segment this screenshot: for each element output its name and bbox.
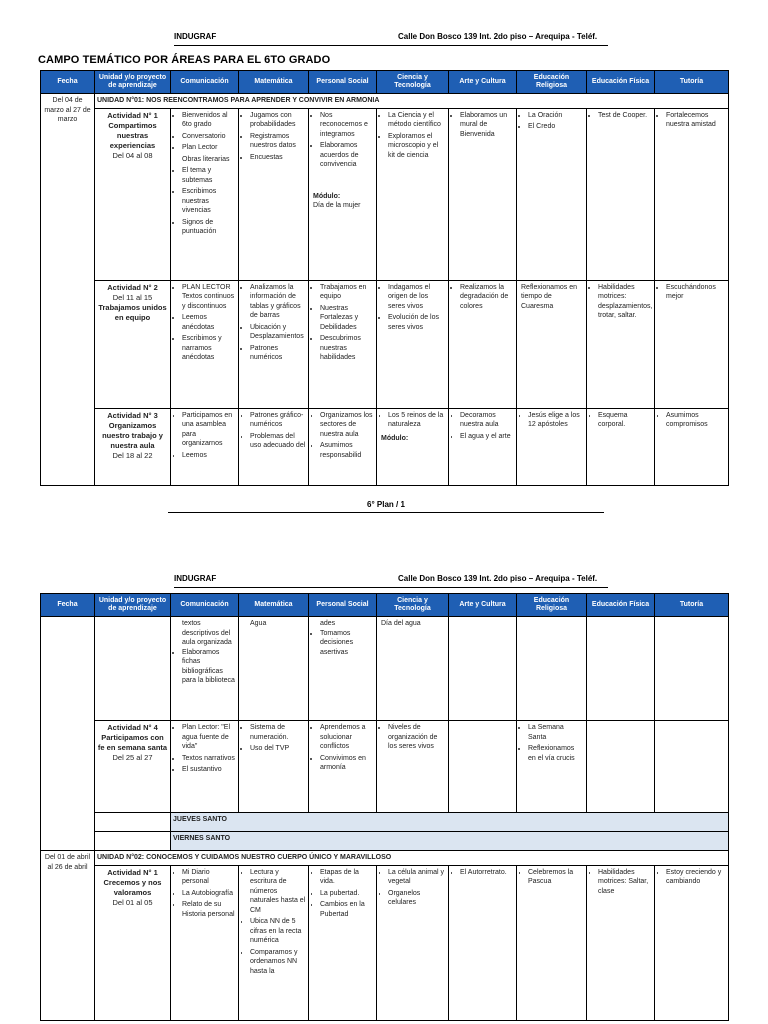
cell-arte [449, 280, 517, 408]
activity-row [41, 865, 729, 1020]
unit-date: Del 04 de marzo al 27 de marzo [41, 94, 95, 486]
unit-date: Del 01 de abril al 26 de abril [41, 851, 95, 1021]
list-item: • Escribimos y narramos anécdotas [182, 334, 236, 363]
cell-comunicacion [171, 280, 239, 408]
unit-row [41, 94, 729, 109]
cell-ed-fisica [587, 617, 655, 721]
col-comunicacion: Comunicación [171, 594, 239, 617]
list-item: • El tema y subtemas [182, 166, 236, 185]
list-item: • Evolución de los seres vivos [388, 313, 446, 332]
cell-ciencia [377, 408, 449, 485]
cell-tutoria [655, 721, 729, 813]
list-item: • Organelos celulares [388, 889, 446, 908]
list-item: • Los 5 reinos de la naturaleza [388, 411, 446, 430]
modulo-label: Módulo: [381, 434, 409, 442]
cell-comunicacion [171, 108, 239, 280]
company-name: INDUGRAF [174, 574, 217, 583]
cell-arte [449, 108, 517, 280]
holiday-row [41, 813, 729, 832]
list-item: • El sustantivo [182, 765, 236, 775]
activity-cell [95, 408, 171, 485]
col-tutoria: Tutoría [655, 594, 729, 617]
list-item: Obras literarias [182, 155, 230, 163]
activity-date: Del 11 al 15 [112, 292, 153, 302]
col-matematica: Matemática [239, 71, 309, 94]
col-arte: Arte y Cultura [449, 594, 517, 617]
cell-ed-fisica [587, 108, 655, 280]
list-item: • El Autorretrato. [460, 868, 514, 878]
list-item: • Uso del TVP [250, 744, 306, 754]
list-item: • El agua y el arte [460, 432, 514, 442]
list-item: • Convivimos en armonía [320, 754, 374, 773]
list-item: • Trabajamos en equipo [320, 283, 374, 302]
col-ed-fisica: Educación Física [587, 71, 655, 94]
cell-personal-social [309, 865, 377, 1020]
activity-date: Del 18 al 22 [112, 450, 153, 460]
list-item: • Jugamos con probabilidades [250, 111, 306, 130]
list-item: • Test de Cooper. [598, 111, 652, 121]
list-item: • Plan Lector [182, 143, 236, 153]
list-item: • Ubicación y Desplazamientos [250, 323, 306, 342]
cell-arte [449, 617, 517, 721]
modulo-label: Módulo: [313, 192, 341, 200]
col-religion: Educación Religiosa [517, 71, 587, 94]
company-address: Calle Don Bosco 139 Int. 2do piso – Arequipa - Teléf. [398, 574, 598, 583]
cell-arte [449, 721, 517, 813]
list-item: • El Credo [528, 122, 584, 132]
col-ed-fisica: Educación Física [587, 594, 655, 617]
cell-personal-social [309, 408, 377, 485]
col-personal-social: Personal Social [309, 71, 377, 94]
cell-matematica [239, 865, 309, 1020]
cell-religion [517, 280, 587, 408]
list-item: • Registramos nuestros datos [250, 132, 306, 151]
list-item: • Elaboramos acuerdos de convivencia [320, 141, 374, 170]
activity-row [41, 108, 729, 280]
list-item: • Esquema corporal. [598, 411, 652, 430]
list-item: • Jesús elige a los 12 apóstoles [528, 411, 584, 430]
list-item: • Participamos en una asamblea para organizarnos [182, 411, 236, 449]
list-item: • Patrones gráfico-numéricos [250, 411, 306, 430]
list-item: • Reflexionamos en el vía crucis [528, 744, 584, 763]
unit-title: UNIDAD N°01: NOS REENCONTRAMOS PARA APRENDER Y CONVIVIR EN ARMONIA [95, 94, 729, 109]
cell-comunicacion [171, 721, 239, 813]
list-item: • Analizamos la información de tablas y gráficos de barras [250, 283, 306, 321]
header-row [41, 71, 729, 94]
list-item: • Escuchándonos mejor [666, 283, 726, 302]
col-comunicacion: Comunicación [171, 71, 239, 94]
list-item: • Aprendemos a solucionar conflictos [320, 723, 374, 752]
page-footer [168, 500, 604, 509]
list-item: • Fortalecemos nuestra amistad [666, 111, 726, 130]
list-item: • La Semana Santa [528, 723, 584, 742]
plan-table-page-1 [40, 70, 729, 486]
list-item: • La célula animal y vegetal [388, 868, 446, 887]
list-item: • Patrones numéricos [250, 344, 306, 363]
cell-personal-social [309, 280, 377, 408]
col-ciencia: Ciencia y Tecnología [377, 594, 449, 617]
list-item: • Plan Lector: "El agua fuente de vida" [182, 723, 236, 752]
activity-name: Actividad N° 2 [107, 282, 158, 292]
activity-cell [95, 721, 171, 813]
cell-religion [517, 408, 587, 485]
cell-tutoria [655, 408, 729, 485]
holiday-label: VIERNES SANTO [171, 832, 729, 851]
list-item: • Celebremos la Pascua [528, 868, 584, 887]
col-fecha: Fecha [41, 594, 95, 617]
col-arte: Arte y Cultura [449, 71, 517, 94]
cell-ciencia [377, 721, 449, 813]
activity-cell-empty [95, 617, 171, 721]
list-item: • Estoy creciendo y cambiando [666, 868, 726, 887]
unit-title: UNIDAD N°02: CONOCEMOS Y CUIDAMOS NUESTRO CUERPO ÚNICO Y MARAVILLOSO [95, 851, 729, 866]
plan-table-page-2 [40, 593, 729, 1021]
footer-rule [168, 512, 604, 513]
col-tutoria: Tutoría [655, 71, 729, 94]
list-item: • Indagamos el origen de los seres vivos [388, 283, 446, 312]
col-religion: Educación Religiosa [517, 594, 587, 617]
list-item: • Escribimos nuestras vivencias [182, 187, 236, 216]
list-item: • Leemos anécdotas [182, 313, 236, 332]
list-item: • Niveles de organización de los seres vivos [388, 723, 446, 752]
list-item: • Textos narrativos [182, 754, 236, 764]
holiday-row [41, 832, 729, 851]
modulo-text: Día de la mujer [313, 202, 361, 209]
list-item: • Comparamos y ordenamos NN hasta la [250, 948, 306, 977]
activity-date: Del 01 al 05 [112, 897, 153, 907]
list-item: • Asumimos compromisos [666, 411, 726, 430]
list-item: • Nos reconocemos e integramos [320, 111, 374, 140]
company-name: INDUGRAF [174, 32, 217, 41]
activity-cell-empty [95, 813, 171, 832]
cell-comunicacion [171, 408, 239, 485]
activity-name: Actividad N° 1 Compartimos nuestras experiencias [107, 110, 158, 150]
cell-tutoria [655, 865, 729, 1020]
col-ciencia: Ciencia y Tecnología [377, 71, 449, 94]
list-item: • Etapas de la vida. [320, 868, 374, 887]
col-personal-social: Personal Social [309, 594, 377, 617]
holiday-label: JUEVES SANTO [171, 813, 729, 832]
list-item: • Elaboramos un mural de Bienvenida [460, 111, 514, 140]
header-row [41, 594, 729, 617]
list-item: • Mi Diario personal [182, 868, 236, 887]
col-fecha: Fecha [41, 71, 95, 94]
list-item: • Cambios en la Pubertad [320, 900, 374, 919]
cell-matematica [239, 617, 309, 721]
list-item: • Sistema de numeración. [250, 723, 306, 742]
cell-text: ades [320, 620, 336, 627]
cell-fecha-empty [41, 617, 95, 851]
header-rule [174, 45, 608, 46]
list-item: • Tomamos decisiones asertivas [320, 629, 374, 658]
page-header [0, 574, 768, 588]
activity-date: Del 04 al 08 [112, 150, 153, 160]
cell-text: textos descriptivos del aula organizada [182, 620, 232, 646]
list-item: • La Ciencia y el método científico [388, 111, 446, 130]
col-unidad: Unidad y/o proyecto de aprendizaje [95, 594, 171, 617]
list-item: • Ubica NN de 5 cifras en la recta numérica [250, 917, 306, 946]
list-item: • Problemas del uso adecuado del [250, 432, 306, 451]
list-item: • Elaboramos fichas bibliográficas para la biblioteca [182, 648, 236, 686]
cell-ed-fisica [587, 721, 655, 813]
activity-cell [95, 108, 171, 280]
cell-tutoria [655, 280, 729, 408]
list-item: • Decoramos nuestra aula [460, 411, 514, 430]
cell-ed-fisica [587, 408, 655, 485]
activity-cell [95, 865, 171, 1020]
list-item: • Habilidades motrices: Saltar, clase [598, 868, 652, 897]
list-item: • La pubertad. [320, 889, 374, 899]
list-item: • La Autobiografía [182, 889, 236, 899]
list-item: • Conversatorio [182, 132, 236, 142]
cell-text: Agua [250, 620, 267, 627]
continuation-row [41, 617, 729, 721]
cell-matematica [239, 108, 309, 280]
list-item: • Organizamos los sectores de nuestra aula [320, 411, 374, 440]
cell-religion [517, 108, 587, 280]
list-item: • Relato de su Historia personal [182, 900, 236, 919]
list-item: • Signos de puntuación [182, 218, 236, 237]
cell-matematica [239, 408, 309, 485]
list-item: • Nuestras Fortalezas y Debilidades [320, 304, 374, 333]
cell-comunicacion [171, 865, 239, 1020]
cell-comunicacion [171, 617, 239, 721]
page-header [0, 32, 768, 46]
cell-arte [449, 408, 517, 485]
cell-ciencia [377, 280, 449, 408]
list-item: • Habilidades motrices: desplazamientos, trotar, saltar. [598, 283, 652, 321]
list-item: • La Oración [528, 111, 584, 121]
activity-cell [95, 280, 171, 408]
col-unidad: Unidad y/o proyecto de aprendizaje [95, 71, 171, 94]
cell-text: Día del agua [381, 620, 421, 627]
activity-subtitle: Trabajamos unidos en equipo [98, 302, 167, 322]
header-rule [174, 587, 608, 588]
list-item: • Encuestas [250, 153, 306, 163]
cell-ed-fisica [587, 865, 655, 1020]
cell-arte [449, 865, 517, 1020]
cell-matematica [239, 721, 309, 813]
col-matematica: Matemática [239, 594, 309, 617]
cell-text: Reflexionamos en tiempo de Cuaresma [521, 283, 578, 310]
company-address: Calle Don Bosco 139 Int. 2do piso – Arequipa - Teléf. [398, 32, 598, 41]
document-title: CAMPO TEMÁTICO POR ÁREAS PARA EL 6TO GRADO [38, 54, 331, 66]
list-item: • PLAN LECTOR Textos continuos y discontinuos [182, 283, 236, 312]
list-item: • Exploramos el microscopio y el kit de ciencia [388, 132, 446, 161]
cell-tutoria [655, 108, 729, 280]
page-number: 6° Plan / 1 [367, 500, 405, 509]
cell-religion [517, 617, 587, 721]
cell-matematica [239, 280, 309, 408]
list-item: • Realizamos la degradación de colores [460, 283, 514, 312]
cell-religion [517, 865, 587, 1020]
cell-ciencia [377, 617, 449, 721]
cell-ciencia [377, 865, 449, 1020]
cell-religion [517, 721, 587, 813]
list-item: • Leemos [182, 451, 236, 461]
cell-ciencia [377, 108, 449, 280]
cell-ed-fisica [587, 280, 655, 408]
unit-row [41, 851, 729, 866]
list-item: • Descubrimos nuestras habilidades [320, 334, 374, 363]
activity-row [41, 280, 729, 408]
list-item: • Asumimos responsabilid [320, 441, 374, 460]
activity-date: Del 25 al 27 [112, 753, 153, 762]
cell-personal-social [309, 617, 377, 721]
activity-name: Actividad N° 3 Organizamos nuestro trabajo y nuestra aula [102, 410, 163, 450]
cell-personal-social [309, 721, 377, 813]
cell-tutoria [655, 617, 729, 721]
activity-cell-empty [95, 832, 171, 851]
activity-name: Actividad N° 4 Participamos con fe en semana santa [97, 723, 168, 752]
cell-personal-social [309, 108, 377, 280]
list-item: • Bienvenidos al 6to grado [182, 111, 236, 130]
activity-row [41, 721, 729, 813]
list-item: • Lectura y escritura de números naturales hasta el CM [250, 868, 306, 916]
activity-name: Actividad N° 1 Crecemos y nos valoramos [103, 867, 162, 897]
activity-row [41, 408, 729, 485]
